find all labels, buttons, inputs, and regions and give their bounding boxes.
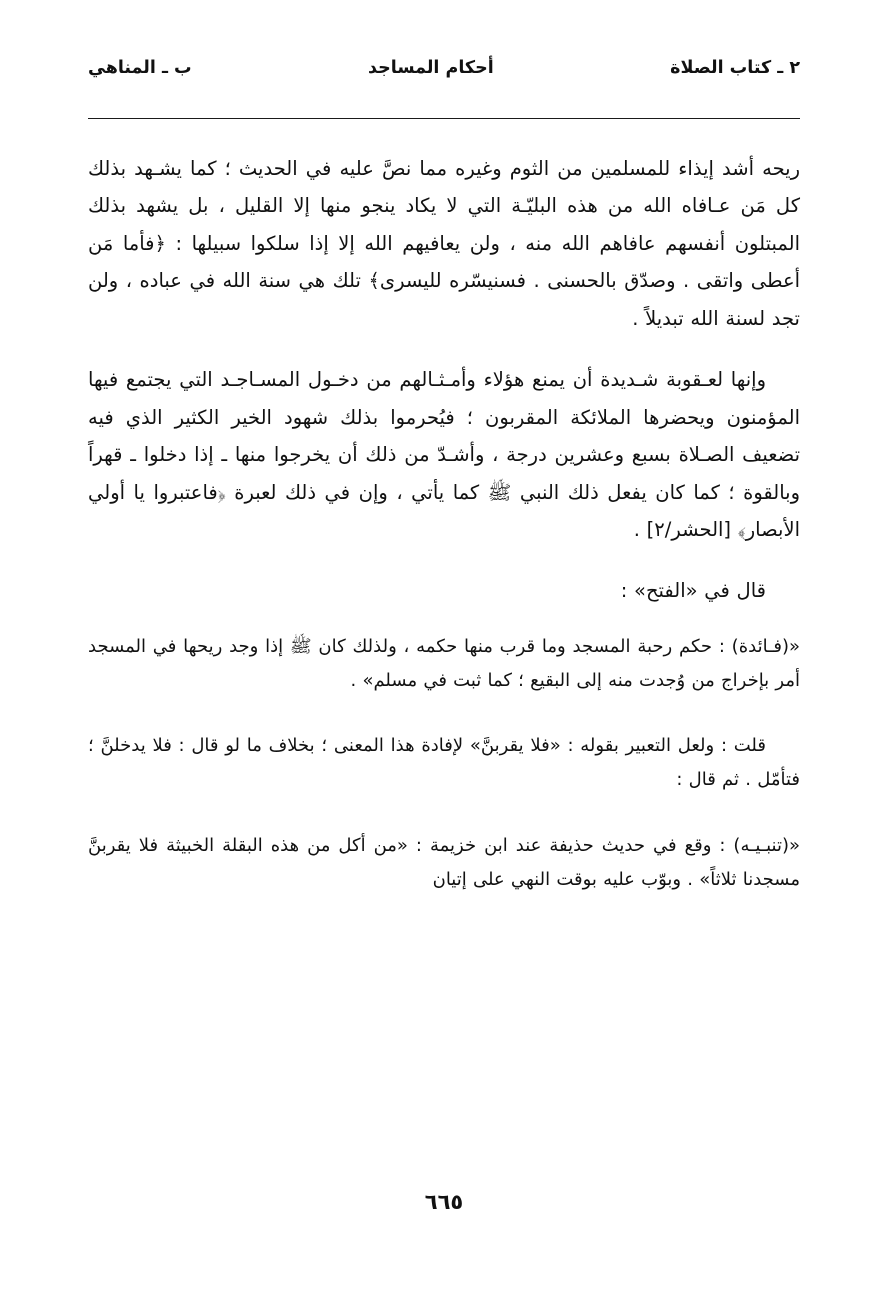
page-header xyxy=(88,58,800,98)
body-paragraph-5: قلت : ولعل التعبير بقوله : «فلا يقربنَّ» لإفادة هذا المعنى ؛ بخلاف ما لو قال : فلا يدخلنَّ ؛ فتأمّل . ثم قال : xyxy=(88,735,800,791)
header-title-center: أحكام المساجد xyxy=(368,58,494,78)
body-paragraph-3: قال في «الفتح» : xyxy=(620,579,766,603)
header-divider xyxy=(88,118,800,119)
body-paragraph-4: «(فـائدة) : حكم رحبة المسجد وما قرب منها حكمه ، ولذلك كان ﷺ إذا وجد ريحها في المسجد أمر بإخراج من وُجدت منه إلى البقيع ؛ كما ثبت في مسلم» . xyxy=(88,635,800,691)
page-number: ٦٦٥ xyxy=(424,1190,464,1214)
header-chapter-right: ٢ ـ كتاب الصلاة xyxy=(670,58,800,78)
header-section-left: ب ـ المناهي xyxy=(88,58,192,78)
body-paragraph-6: «(تنبـيـه) : وقع في حديث حذيفة عند ابن خزيمة : «من أكل من هذه البقلة الخبيثة فلا يقربنَّ مسجدنا ثلاثاً» . وبوّب عليه بوقت النهي على إتيان xyxy=(88,835,800,890)
body-paragraph-1: ريحه أشد إيذاء للمسلمين من الثوم وغيره مما نصَّ عليه في الحديث ؛ كما يشـهد بذلك كل مَن عـافاه الله من هذه البليّـة التي لا يكاد ينجو منها إلا القليل ، بل يشهد بذلك المبتلون أنفسهم عافاهم الله منه ، ولن يعافيهم الله إلا إذا سلكوا سبيلها : ﴿فأما مَن أعطى واتقى . وصدّق بالحسنى . فسنيسّره لليسرى﴾ تلك هي سنة الله في عباده ، ولن تجد لسنة الله تبديلاً . xyxy=(88,157,800,330)
paragraph-gap xyxy=(88,815,800,829)
body-paragraph-2: وإنها لعـقوبة شـديدة أن يمنع هؤلاء وأمـثـالهم من دخـول المسـاجـد التي يجتمع فيها المؤمنون ويحضرها الملائكة المقربون ؛ فيُحرموا بذلك شهود الخير الكثير الذي فيه تضعيف الصـلاة بسبع وعشرين درجة ، وأشـدّ من ذلك أن يخرجوا منها ـ إذا دخلوا ـ قهراً وبالقوة ؛ كما كان يفعل ذلك النبي ﷺ كما يأتي ، وإن في ذلك لعبرة ﴿فاعتبروا يا أولي الأبصار﴾ [الحشر/٢] . xyxy=(88,368,800,541)
page-body xyxy=(88,150,800,915)
paragraph-gap xyxy=(88,715,800,729)
